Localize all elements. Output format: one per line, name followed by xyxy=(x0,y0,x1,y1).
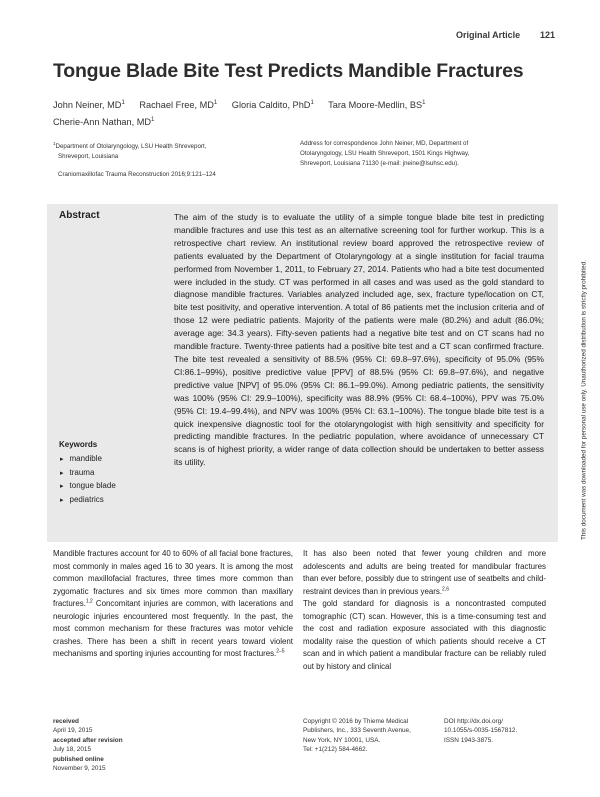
keyword-item: ▸ trauma xyxy=(60,467,116,481)
affiliation: $^1$Department of Otolaryngology, LSU Health Shreveport, Shreveport, Louisiana xyxy=(53,141,207,161)
citation: Craniomaxillofac Trauma Reconstruction 2016;9:121–124 xyxy=(58,171,216,178)
author-list xyxy=(53,96,493,130)
author[interactable]: Rachael Free, $MD^1$ xyxy=(139,100,218,111)
keywords-heading: Keywords xyxy=(59,440,98,449)
abstract-text: The aim of the study is to evaluate the utility of a simple tongue blade bite test in predicting mandible fractures and use this test as an alternative screening tool for further workup. This is a retrospective chart review. An institutional review board approved the retrospective review of patients evaluated by the Department of Otolaryngology at a single institution for facial trauma performed from November 1, 2011, to February 27, 2014. Patients who had a bite test documented were included in the study. CT was performed in all cases and was used as the gold standard to diagnose mandible fractures. Variables analyzed included age, sex, fracture type/location on CT, bite test positivity, and operative intervention. A total of 86 patients met the inclusion criteria and of those 12 were pediatric patients. Majority of the patients were male (80.2%) and adult (86.0%; average age: 34.3 years). Fifty-seven patients had a negative bite test and on CT scans had no mandible fracture. Twenty-three patients had a positive bite test and a CT scan confirmed fracture. The bite test revealed a sensitivity of 88.5% (95% CI: 69.8–97.6%), specificity of 95.0% (95% CI:86.1–99%), positive predictive value [PPV] of 88.5% (95% CI: 69.8–97.6%), and negative predictive value [NPV] of 95.0% (95% CI: 86.1–99.0%). Among pediatric patients, the sensitivity was 100% (95% CI: 29.9–100%), specificity was 88.9% (95% CI: 68.4–100%), PPV was 75.0% (95% CI: 19.4–99.4%), and NPV was 100% (95% CI: 63.1–100%). The tongue blade bite test is a quick inexpensive diagnostic tool for the otolaryngologist with high sensitivity and specificity for predicting mandible fractures. In the pediatric population, where avoidance of unnecessary CT scans is of highest priority, a wider range of data collection should be undertaken to better assess its utility. xyxy=(174,212,544,468)
abstract-heading: Abstract xyxy=(59,210,100,221)
keyword-item: ▸ pediatrics xyxy=(60,494,116,508)
doi-link[interactable]: DOI http://dx.doi.org/ xyxy=(444,718,503,725)
paper-title: Tongue Blade Bite Test Predicts Mandible Fractures xyxy=(53,60,524,82)
author[interactable]: Tara Moore-Medlin, $BS^1$ xyxy=(328,100,426,111)
doi-link[interactable]: 10.1055/s-0035-1567812. xyxy=(444,727,518,735)
page-number: 121 xyxy=(540,30,556,40)
correspondence: Address for correspondence John Neiner, MD, Department of Otolaryngology, LSU Health Shreveport, 1501 Kings Highway, Shreveport, Louisiana 71130 (e-mail: jneine@lsuhsc.edu). xyxy=(300,140,470,167)
author[interactable]: John Neiner, $MD^1$ xyxy=(53,100,125,111)
download-notice: This document was downloaded for personal use only. Unauthorized distribution is strictly prohibited. xyxy=(580,260,588,540)
doi-info: DOI http://dx.doi.org/ 10.1055/s-0035-1567812. ISSN 1943-3875. xyxy=(444,718,518,744)
keywords-list xyxy=(60,453,116,507)
keyword-item: ▸ mandible xyxy=(60,453,116,467)
article-type: Original Article xyxy=(456,30,521,40)
author[interactable]: Gloria Caldito, PhD$^1$ xyxy=(231,100,314,111)
publication-dates: received April 19, 2015 accepted after revision July 18, 2015 published online November 9, 2015 xyxy=(53,718,123,773)
keyword-item: ▸ tongue blade xyxy=(60,480,116,494)
body-left-column: Mandible fractures account for 40 to 60% of all facial bone fractures, most commonly in males aged 16 to 30 years. It is among the most common maxillofacial fractures, three times more common than zygomatic fractures and six times more common than maxillary fractures.$^{1,2}$ Concomitant injuries are common, with lacerations and neurologic injuries encountered most frequently. In the past, the most common mechanism for these fractures was motor vehicle crashes. There has been a shift in recent years toward violent mechanisms and sporting injuries accounting for most fractures.$^{2-5}$ xyxy=(53,549,293,659)
copyright-notice: Copyright © 2016 by Thieme Medical Publishers, Inc., 333 Seventh Avenue, New York, NY 10001, USA. Tel: +1(212) 584-4662. xyxy=(303,718,411,754)
body-right-column: It has also been noted that fewer young children and more adolescents and adults are being treated for mandibular fractures than ever before, possibly due to stringent use of seatbelts and child-restraint devices than in previous years.$^{2,6}$ The gold standard for diagnosis is a noncontrasted computed tomographic (CT) scan. However, this is a time-consuming test and the cost and radiation exposure associated with this diagnostic modality raise the question of which patients should receive a CT scan and in which patient a mandibular fracture can be reliably ruled out by history and clinical xyxy=(303,549,546,671)
author[interactable]: Cherie-Ann Nathan, $MD^1$ xyxy=(53,117,155,128)
